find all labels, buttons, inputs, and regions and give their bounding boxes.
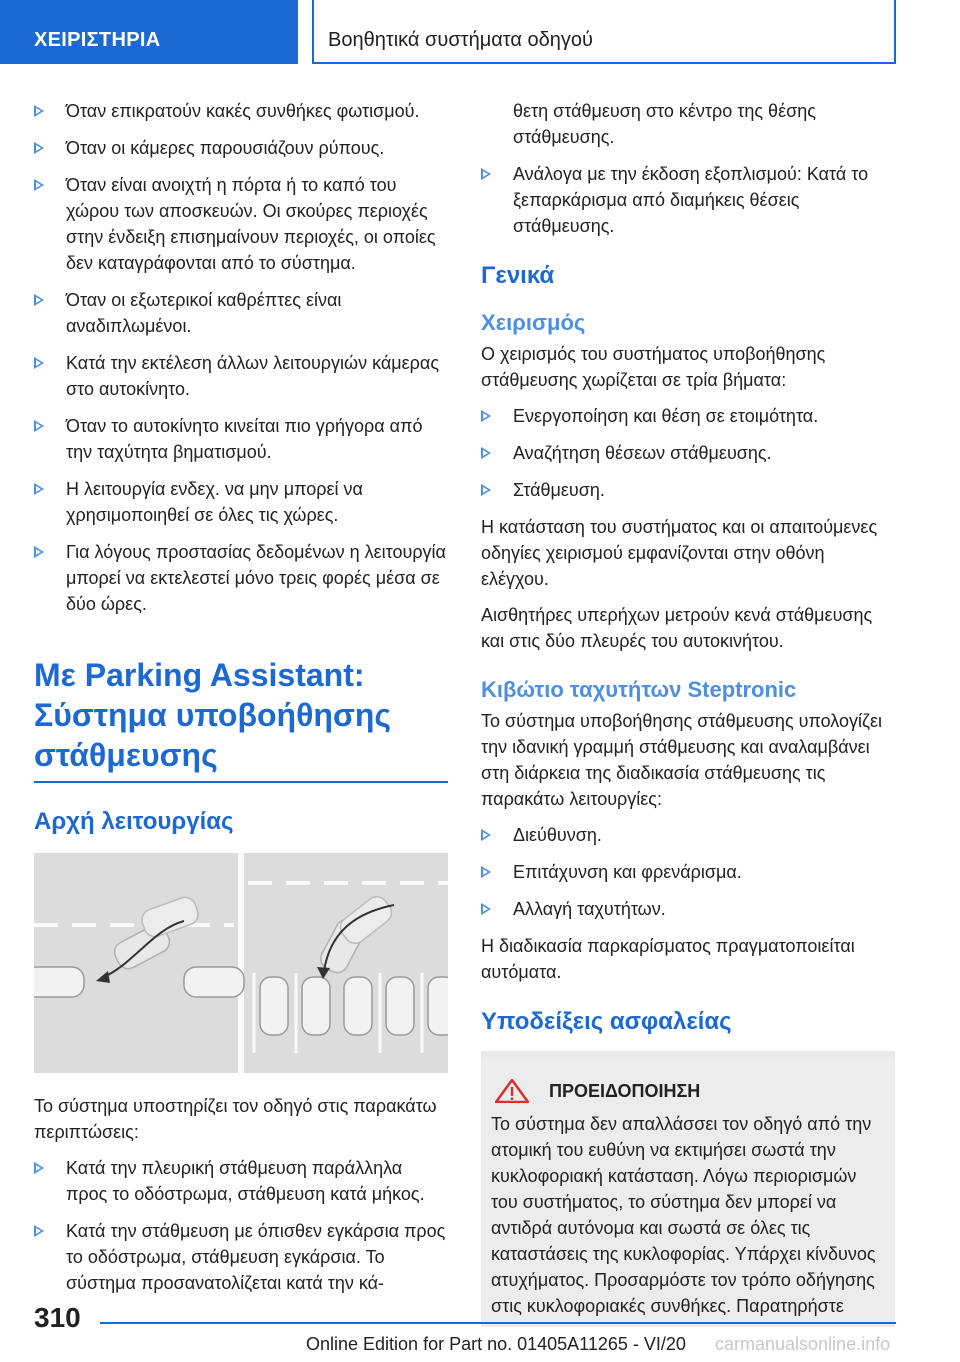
list-item: Διεύθυνση.	[481, 822, 895, 848]
steptronic-text: Το σύστημα υποβοήθησης στάθμευσης υπολογίζει την ιδανική γραμμή στάθμευσης και αναλαμβάνει στη διάρκεια της διαδικασία στάθμευσης τις παρακάτω λειτουργίες:	[481, 711, 882, 809]
bullet-triangle-icon	[34, 179, 44, 191]
list-item: Αναζήτηση θέσεων στάθμευσης.	[481, 440, 895, 466]
bullet-triangle-icon	[481, 447, 491, 459]
list-item: Ανάλογα με την έκδοση εξοπλισμού: Κατά το ξεπαρκάρισμα από διαμήκεις θέσεις στάθμευσης.	[481, 161, 895, 239]
heading-steptronic: Κιβώτιο ταχυτήτων Steptronic	[481, 677, 797, 702]
chapter-title: Βοηθητικά συστήματα οδηγού	[312, 0, 896, 64]
bullet-triangle-icon	[481, 866, 491, 878]
functions-list	[481, 822, 895, 922]
bullet-triangle-icon	[34, 420, 44, 432]
list-item: Ενεργοποίηση και θέση σε ετοιμότητα.	[481, 403, 895, 429]
heading-safety: Υποδείξεις ασφαλείας	[481, 1008, 732, 1035]
intro-text: Το σύστημα υποστηρίζει τον οδηγό στις παρακάτω περιπτώσεις:	[34, 1096, 437, 1142]
right-column	[481, 98, 895, 1327]
section-heading: Με Parking Assistant: Σύστημα υποβοήθησης στάθμευσης	[34, 657, 392, 773]
page-number: 310	[34, 1302, 81, 1333]
list-item: Κατά την εκτέλεση άλλων λειτουργιών κάμερας στο αυτοκίνητο.	[34, 350, 448, 402]
warning-text: Το σύστημα δεν απαλλάσσει τον οδηγό από την ατομική του ευθύνη να εκτιμήσει σωστά την κυκλοφοριακή κατάσταση. Λόγω περιορισμών του συστήματος, το σύστημα δεν μπορεί να αντιδρά αυτόνομα και σωστά σε όλες τις καταστάσεις της κυκλοφορίας. Υπάρχει κίνδυνος ατυχήματος. Προσαρμόστε τον τρόπο οδήγησης στις κυκλοφοριακές συνθήκες. Παρατηρήστε	[491, 1114, 876, 1316]
section-tab: ΧΕΙΡΙΣΤΗΡΙΑ	[0, 0, 298, 64]
bullet-triangle-icon	[34, 483, 44, 495]
list-item: Όταν οι κάμερες παρουσιάζουν ρύπους.	[34, 135, 448, 161]
page-header	[0, 0, 960, 64]
edition-text: Online Edition for Part no. 01405A11265 - VI/20	[306, 1334, 686, 1354]
left-column	[34, 98, 448, 1307]
footer-divider	[100, 1322, 896, 1324]
status-text: Η κατάσταση του συστήματος και οι απαιτούμενες οδηγίες χειρισμού εμφανίζονται στην οθόνη ελέγχου.	[481, 517, 878, 589]
operation-text: Ο χειρισμός του συστήματος υποβοήθησης στάθμευσης χωρίζεται σε τρία βήματα:	[481, 344, 826, 390]
bullet-triangle-icon	[481, 829, 491, 841]
subsection-heading: Αρχή λειτουργίας	[34, 808, 234, 835]
parking-diagram-icon	[34, 853, 448, 1073]
list-item: Όταν το αυτοκίνητο κινείται πιο γρήγορα από την ταχύτητα βηματισμού.	[34, 413, 448, 465]
bullet-triangle-icon	[34, 1225, 44, 1237]
heading-operation: Χειρισμός	[481, 310, 586, 335]
list-item: Κατά την πλευρική στάθμευση παράλληλα προς το οδόστρωμα, στάθμευση κατά μήκος.	[34, 1155, 448, 1207]
list-item: Επιτάχυνση και φρενάρισμα.	[481, 859, 895, 885]
steps-list	[481, 403, 895, 503]
list-item: Κατά την στάθμευση με όπισθεν εγκάρσια προς το οδόστρωμα, στάθμευση εγκάρσια. Το σύστημα προσανατολίζεται κατά την κά-	[34, 1218, 448, 1296]
list-item: Στάθμευση.	[481, 477, 895, 503]
list-item: Η λειτουργία ενδεχ. να μην μπορεί να χρησιμοποιηθεί σε όλες τις χώρες.	[34, 476, 448, 528]
bullet-triangle-icon	[481, 168, 491, 180]
conditions-list	[34, 98, 448, 617]
bullet-triangle-icon	[34, 357, 44, 369]
warning-header	[491, 1079, 885, 1103]
version-list	[481, 161, 895, 239]
warning-title: ΠΡΟΕΙΔΟΠΟΙΗΣΗ	[549, 1080, 701, 1101]
watermark-text: carmanualsonline.info	[715, 1334, 891, 1354]
bullet-triangle-icon	[34, 294, 44, 306]
list-item: Όταν είναι ανοιχτή η πόρτα ή το καπό του χώρου των αποσκευών. Οι σκούρες περιοχές στην ένδειξη επισημαίνουν περιοχές, οι οποίες δεν καταγράφονται από το σύστημα.	[34, 172, 448, 276]
continued-text: θετη στάθμευση στο κέντρο της θέσης στάθμευσης.	[513, 101, 816, 147]
list-item: Όταν επικρατούν κακές συνθήκες φωτισμού.	[34, 98, 448, 124]
heading-general: Γενικά	[481, 262, 555, 289]
sensor-text: Αισθητήρες υπερήχων μετρούν κενά στάθμευσης και στις δύο πλευρές του αυτοκινήτου.	[481, 605, 873, 651]
bullet-triangle-icon	[34, 105, 44, 117]
bullet-triangle-icon	[481, 484, 491, 496]
scenario-list	[34, 1155, 448, 1296]
bullet-triangle-icon	[34, 142, 44, 154]
warning-triangle-icon	[495, 1079, 529, 1103]
section-heading-wrap	[34, 655, 448, 783]
list-item: Όταν οι εξωτερικοί καθρέπτες είναι αναδιπλωμένοι.	[34, 287, 448, 339]
bullet-triangle-icon	[34, 546, 44, 558]
list-item: Αλλαγή ταχυτήτων.	[481, 896, 895, 922]
automatic-text: Η διαδικασία παρκαρίσματος πραγματοποιείται αυτόματα.	[481, 936, 855, 982]
list-item: Για λόγους προστασίας δεδομένων η λειτουργία μπορεί να εκτελεστεί μόνο τρεις φορές μέσα σε δύο ώρες.	[34, 539, 448, 617]
parking-illustration	[34, 853, 448, 1073]
bullet-triangle-icon	[481, 410, 491, 422]
bullet-triangle-icon	[481, 903, 491, 915]
warning-box	[481, 1051, 895, 1327]
bullet-triangle-icon	[34, 1162, 44, 1174]
